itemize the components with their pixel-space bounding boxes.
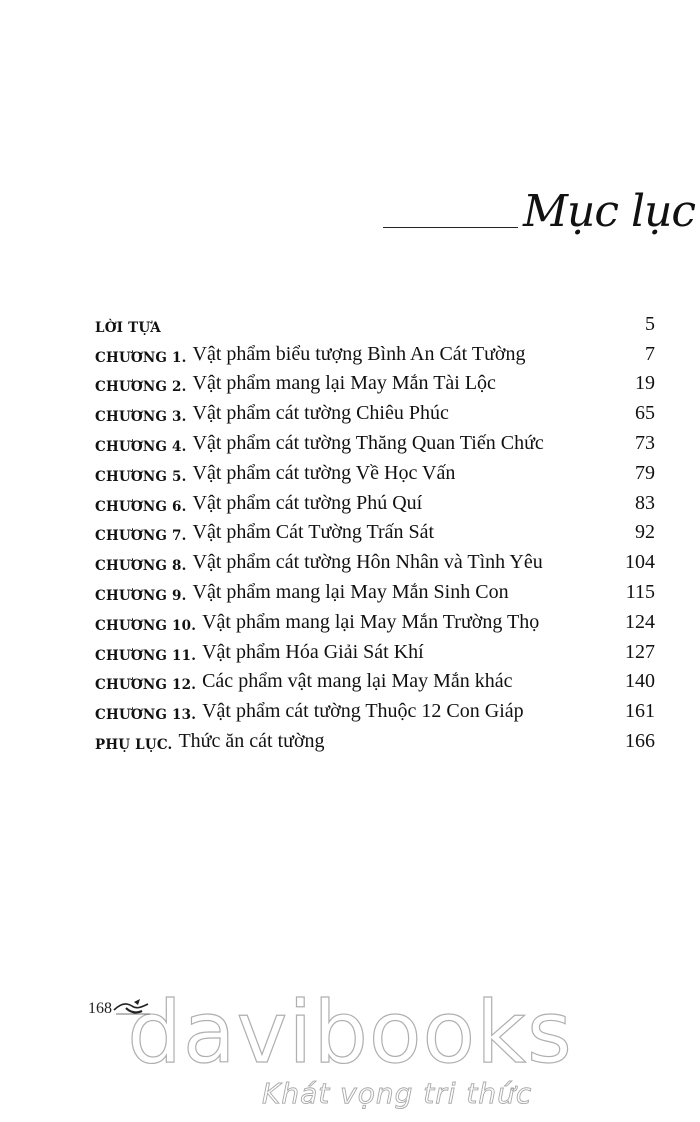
toc-entry-label: CHƯƠNG 6.	[95, 498, 187, 515]
toc-entry	[95, 693, 655, 723]
toc-entry-label: CHƯƠNG 10.	[95, 617, 197, 634]
toc-entry	[95, 664, 655, 694]
page-heading	[383, 180, 696, 250]
toc-entry-page: 19	[635, 372, 655, 395]
toc-entry-page: 127	[625, 640, 655, 663]
toc-entry-label: CHƯƠNG 13.	[95, 707, 197, 724]
page-title: Mục lục	[523, 186, 696, 237]
toc-entry-page: 79	[635, 461, 655, 484]
toc-entry-label: CHƯƠNG 12.	[95, 677, 197, 694]
table-of-contents	[95, 306, 655, 753]
toc-entry-label: CHƯƠNG 5.	[95, 468, 187, 485]
toc-entry-label: CHƯƠNG 11.	[95, 647, 197, 664]
toc-entry-page: 104	[625, 551, 655, 574]
toc-entry-page: 83	[635, 491, 655, 514]
toc-entry	[95, 604, 655, 634]
toc-entry-label: CHƯƠNG 1.	[95, 349, 187, 366]
toc-entry-title: Vật phẩm cát tường Hôn Nhân và Tình Yêu	[192, 551, 543, 574]
toc-entry-title: Vật phẩm cát tường Thuộc 12 Con Giáp	[202, 700, 524, 723]
toc-entry-title: Vật phẩm cát tường Chiêu Phúc	[192, 402, 449, 425]
toc-entry-label: CHƯƠNG 4.	[95, 438, 187, 455]
toc-entry-label: CHƯƠNG 9.	[95, 587, 187, 604]
toc-entry-label: CHƯƠNG 8.	[95, 558, 187, 575]
toc-entry-title: Vật phẩm Cát Tường Trấn Sát	[192, 521, 435, 544]
footer-page-number: 168	[88, 1000, 112, 1017]
toc-entry-page: 115	[625, 580, 655, 603]
toc-entry-title: Thức ăn cát tường	[178, 729, 325, 752]
toc-entry-page: 166	[625, 729, 655, 752]
toc-entry-label: CHƯƠNG 2.	[95, 379, 187, 396]
heading-rule	[383, 227, 518, 228]
toc-entry-label: PHỤ LỤC.	[95, 736, 173, 753]
toc-entry	[95, 634, 655, 664]
watermark-slogan: Khát vọng tri thức	[262, 1077, 533, 1110]
toc-entry-page: 7	[645, 342, 655, 365]
toc-entry	[95, 544, 655, 574]
toc-entry	[95, 366, 655, 396]
toc-entry	[95, 336, 655, 366]
toc-entry-page: 124	[625, 610, 655, 633]
toc-entry-title: Vật phẩm Hóa Giải Sát Khí	[202, 640, 424, 663]
toc-entry	[95, 306, 655, 336]
toc-entry	[95, 395, 655, 425]
toc-entry	[95, 574, 655, 604]
toc-entry-title: Vật phẩm cát tường Thăng Quan Tiến Chức	[192, 431, 544, 454]
toc-entry-title: Vật phẩm mang lại May Mắn Trường Thọ	[202, 610, 540, 633]
toc-entry-page: 161	[625, 700, 655, 723]
toc-entry-title: Vật phẩm biểu tượng Bình An Cát Tường	[192, 342, 526, 365]
toc-entry-title: Vật phẩm cát tường Về Học Vấn	[192, 461, 456, 484]
toc-entry-page: 65	[635, 402, 655, 425]
toc-entry-label: LỜI TỰA	[95, 319, 161, 336]
toc-entry-page: 140	[625, 670, 655, 693]
toc-entry-title: Vật phẩm cát tường Phú Quí	[192, 491, 423, 514]
toc-entry-label: CHƯƠNG 3.	[95, 409, 187, 426]
toc-entry-title: Các phẩm vật mang lại May Mắn khác	[202, 670, 513, 693]
toc-entry-title: Vật phẩm mang lại May Mắn Tài Lộc	[192, 372, 496, 395]
toc-entry-page: 5	[645, 312, 655, 335]
watermark-brand: davibooks	[127, 983, 573, 1083]
toc-entry	[95, 455, 655, 485]
toc-entry-page: 73	[635, 431, 655, 454]
toc-entry-label: CHƯƠNG 7.	[95, 528, 187, 545]
toc-entry-page: 92	[635, 521, 655, 544]
toc-entry-title: Vật phẩm mang lại May Mắn Sinh Con	[192, 580, 509, 603]
toc-entry	[95, 515, 655, 545]
toc-entry	[95, 425, 655, 455]
toc-entry	[95, 485, 655, 515]
toc-entry	[95, 723, 655, 753]
